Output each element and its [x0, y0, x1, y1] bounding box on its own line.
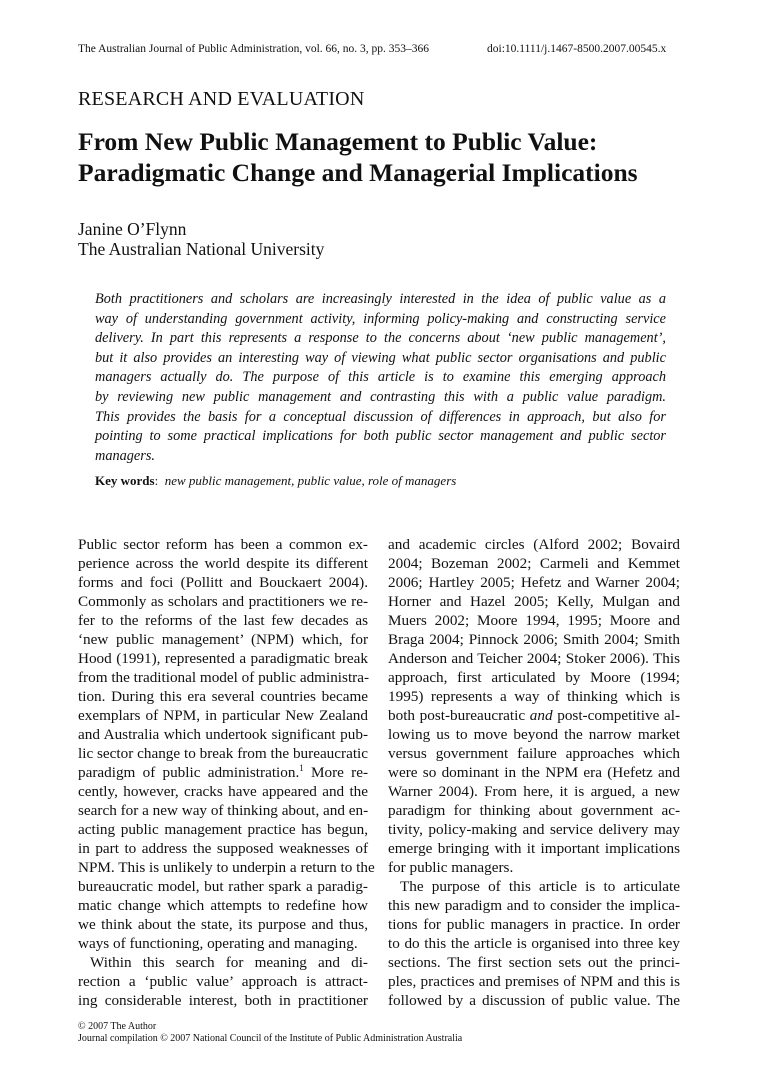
section-heading: RESEARCH AND EVALUATION	[78, 88, 365, 110]
title-line: Paradigmatic Change and Managerial Implications	[78, 158, 638, 187]
keywords	[95, 473, 456, 489]
body-text: Muers 2002; Moore 1994, 1995; Moore and	[388, 612, 680, 629]
body-line	[388, 725, 680, 744]
body-text: ing considerable interest, both in practitioner	[78, 992, 368, 1009]
body-text: bureaucratic model, but rather spark a paradig-	[78, 878, 368, 895]
body-text: both post-bureaucratic	[388, 707, 530, 724]
body-text: Braga 2004; Pinnock 2006; Smith 2004; Smith	[388, 631, 680, 648]
body-text: forms and foci (Pollitt and Bouckaert 2004).	[78, 574, 368, 591]
body-text: Public sector reform has been a common ex-	[78, 536, 368, 553]
abstract-line: managers.	[95, 447, 155, 464]
body-line	[78, 953, 368, 972]
title-line: From New Public Management to Public Value:	[78, 127, 598, 156]
abstract-line: pointing to some practical implications for both public sector management and public sector	[95, 428, 666, 445]
body-line	[78, 763, 368, 782]
body-text: More re-	[303, 764, 368, 781]
body-line	[78, 801, 368, 820]
emphasis: and	[529, 707, 553, 724]
body-text: sections. The first section sets out the princi-	[388, 954, 680, 971]
body-line	[78, 535, 368, 554]
body-text: ‘new public management’ (NPM) which, for	[78, 631, 368, 648]
abstract	[95, 290, 666, 466]
body-text: tions for public managers in practice. In order	[388, 916, 680, 933]
body-text: versus government failure approaches which	[388, 745, 680, 762]
body-line	[388, 801, 680, 820]
body-text: were so dominant in the NPM era (Hefetz and	[388, 764, 680, 781]
copyright-footer	[78, 1021, 462, 1045]
footnote-marker: 1	[299, 762, 304, 773]
body-line	[388, 915, 680, 934]
body-text: 2004; Bozeman 2002; Carmeli and Kemmet	[388, 555, 680, 572]
body-line	[388, 687, 680, 706]
doi: doi:10.1111/j.1467-8500.2007.00545.x	[487, 43, 667, 55]
body-line	[78, 972, 368, 991]
body-text: lic sector change to break from the bureaucratic	[78, 745, 368, 762]
body-column-right	[388, 535, 680, 1010]
body-text: perience across the world despite its different	[78, 555, 368, 572]
article-title	[78, 126, 638, 188]
body-line	[388, 763, 680, 782]
body-text: emerge bringing with it important implications	[388, 840, 680, 857]
abstract-line: way of understanding government activity, informing policy-making and constructing service	[95, 310, 666, 327]
body-text: for public managers.	[388, 859, 514, 876]
body-line	[388, 573, 680, 592]
keywords-value: new public management, public value, role of managers	[164, 473, 457, 488]
body-text: ways of functioning, operating and managing.	[78, 935, 358, 952]
body-line	[388, 611, 680, 630]
body-text: rection a ‘public value’ approach is attract-	[78, 973, 368, 990]
body-line	[78, 706, 368, 725]
body-line	[78, 991, 368, 1010]
abstract-line: managers actually do. The purpose of this article is to examine this emerging approach	[95, 369, 666, 386]
body-text: paradigm for thinking about government ac-	[388, 802, 680, 819]
body-text: approach, first articulated by Moore (1994;	[388, 669, 680, 686]
abstract-line: by reviewing new public management and contrasting this with a public value paradigm.	[95, 388, 666, 405]
body-text: ples, practices and premises of NPM and this is	[388, 973, 680, 990]
body-line	[78, 839, 368, 858]
body-text: NPM. This is unlikely to underpin a return to the	[78, 859, 375, 876]
body-line	[388, 934, 680, 953]
body-text: Commonly as scholars and practitioners we re-	[78, 593, 368, 610]
body-line	[78, 820, 368, 839]
body-line	[78, 782, 368, 801]
author-block	[78, 219, 324, 259]
body-text: exemplars of NPM, in particular New Zealand	[78, 707, 368, 724]
author-affiliation: The Australian National University	[78, 239, 325, 259]
journal-citation: The Australian Journal of Public Administration, vol. 66, no. 3, pp. 353–366	[78, 43, 430, 55]
body-text: 1995) represents a way of thinking which is	[388, 688, 680, 705]
body-line	[78, 649, 368, 668]
body-line	[388, 972, 680, 991]
body-text: to do this the article is organised into three key	[388, 935, 680, 952]
body-text: tion. During this era several countries became	[78, 688, 368, 705]
body-line	[78, 687, 368, 706]
body-line	[388, 554, 680, 573]
body-line	[388, 820, 680, 839]
abstract-line: delivery. In part this represents a response to the concerns about ‘new public management’,	[95, 330, 666, 347]
body-text: Anderson and Teicher 2004; Stoker 2006). This	[388, 650, 680, 667]
body-text: and academic circles (Alford 2002; Bovaird	[388, 536, 680, 553]
body-line	[78, 744, 368, 763]
body-line	[388, 744, 680, 763]
body-text: followed by a discussion of public value. The	[388, 992, 680, 1009]
body-text: paradigm of public administration.	[78, 764, 300, 781]
author-name: Janine O’Flynn	[78, 219, 187, 239]
keywords-label: Key words	[95, 473, 155, 488]
body-text: lowing us to move beyond the narrow market	[388, 726, 680, 743]
body-text: post-competitive al-	[552, 707, 681, 724]
body-line	[388, 649, 680, 668]
body-line	[388, 877, 680, 896]
body-line	[388, 896, 680, 915]
body-text: from the traditional model of public administra-	[78, 669, 370, 686]
body-text: search for a new way of thinking about, and en-	[78, 802, 369, 819]
body-line	[78, 934, 368, 953]
body-line	[78, 896, 368, 915]
body-line	[388, 782, 680, 801]
body-text: Hood (1991), represented a paradigmatic break	[78, 650, 368, 667]
body-line	[388, 953, 680, 972]
body-line	[78, 858, 375, 877]
body-line	[388, 991, 680, 1010]
body-line	[388, 630, 680, 649]
body-text: fer to the reforms of the last few decades as	[78, 612, 368, 629]
body-text: tivity, policy-making and service delivery may	[388, 821, 680, 838]
body-line	[78, 915, 368, 934]
body-text: we think about the state, its purpose and thus,	[78, 916, 368, 933]
body-line	[78, 630, 368, 649]
body-text: Warner 2004). From here, it is argued, a new	[388, 783, 680, 800]
body-line	[78, 573, 368, 592]
abstract-line: Both practitioners and scholars are increasingly interested in the idea of public value as a	[95, 291, 666, 307]
body-line	[388, 858, 680, 877]
keywords-sep: :	[154, 473, 159, 488]
body-line	[388, 592, 680, 611]
body-text: this new paradigm and to consider the implica-	[388, 897, 680, 914]
body-text: acting public management practice has begun,	[78, 821, 368, 838]
body-text: cently, however, cracks have appeared and the	[78, 783, 368, 800]
copyright-author: © 2007 The Author	[78, 1021, 157, 1032]
body-text: matic change which attempts to redefine how	[78, 897, 368, 914]
body-text: Within this search for meaning and di-	[90, 954, 368, 971]
body-text: in part to address the supposed weaknesses of	[78, 840, 368, 857]
body-text: Horner and Hazel 2005; Kelly, Mulgan and	[388, 593, 680, 610]
abstract-line: This provides the basis for a conceptual discussion of differences in approach, but also for	[95, 408, 666, 425]
body-line	[388, 839, 680, 858]
body-column-left	[78, 535, 375, 1010]
body-text: The purpose of this article is to articulate	[400, 878, 680, 895]
body-text: 2006; Hartley 2005; Hefetz and Warner 2004;	[388, 574, 680, 591]
body-line	[78, 725, 368, 744]
body-line	[388, 706, 680, 725]
body-line	[78, 668, 368, 687]
body-line	[78, 592, 368, 611]
copyright-journal: Journal compilation © 2007 National Council of the Institute of Public Administration Australia	[78, 1033, 463, 1044]
abstract-line: but it also provides an interesting way of viewing what public sector organisations and public	[95, 349, 666, 366]
body-line	[388, 668, 680, 687]
body-line	[78, 877, 368, 896]
body-line	[388, 535, 680, 554]
body-text: and Australia which undertook significant pub-	[78, 726, 368, 743]
body-line	[78, 611, 368, 630]
body-line	[78, 554, 368, 573]
